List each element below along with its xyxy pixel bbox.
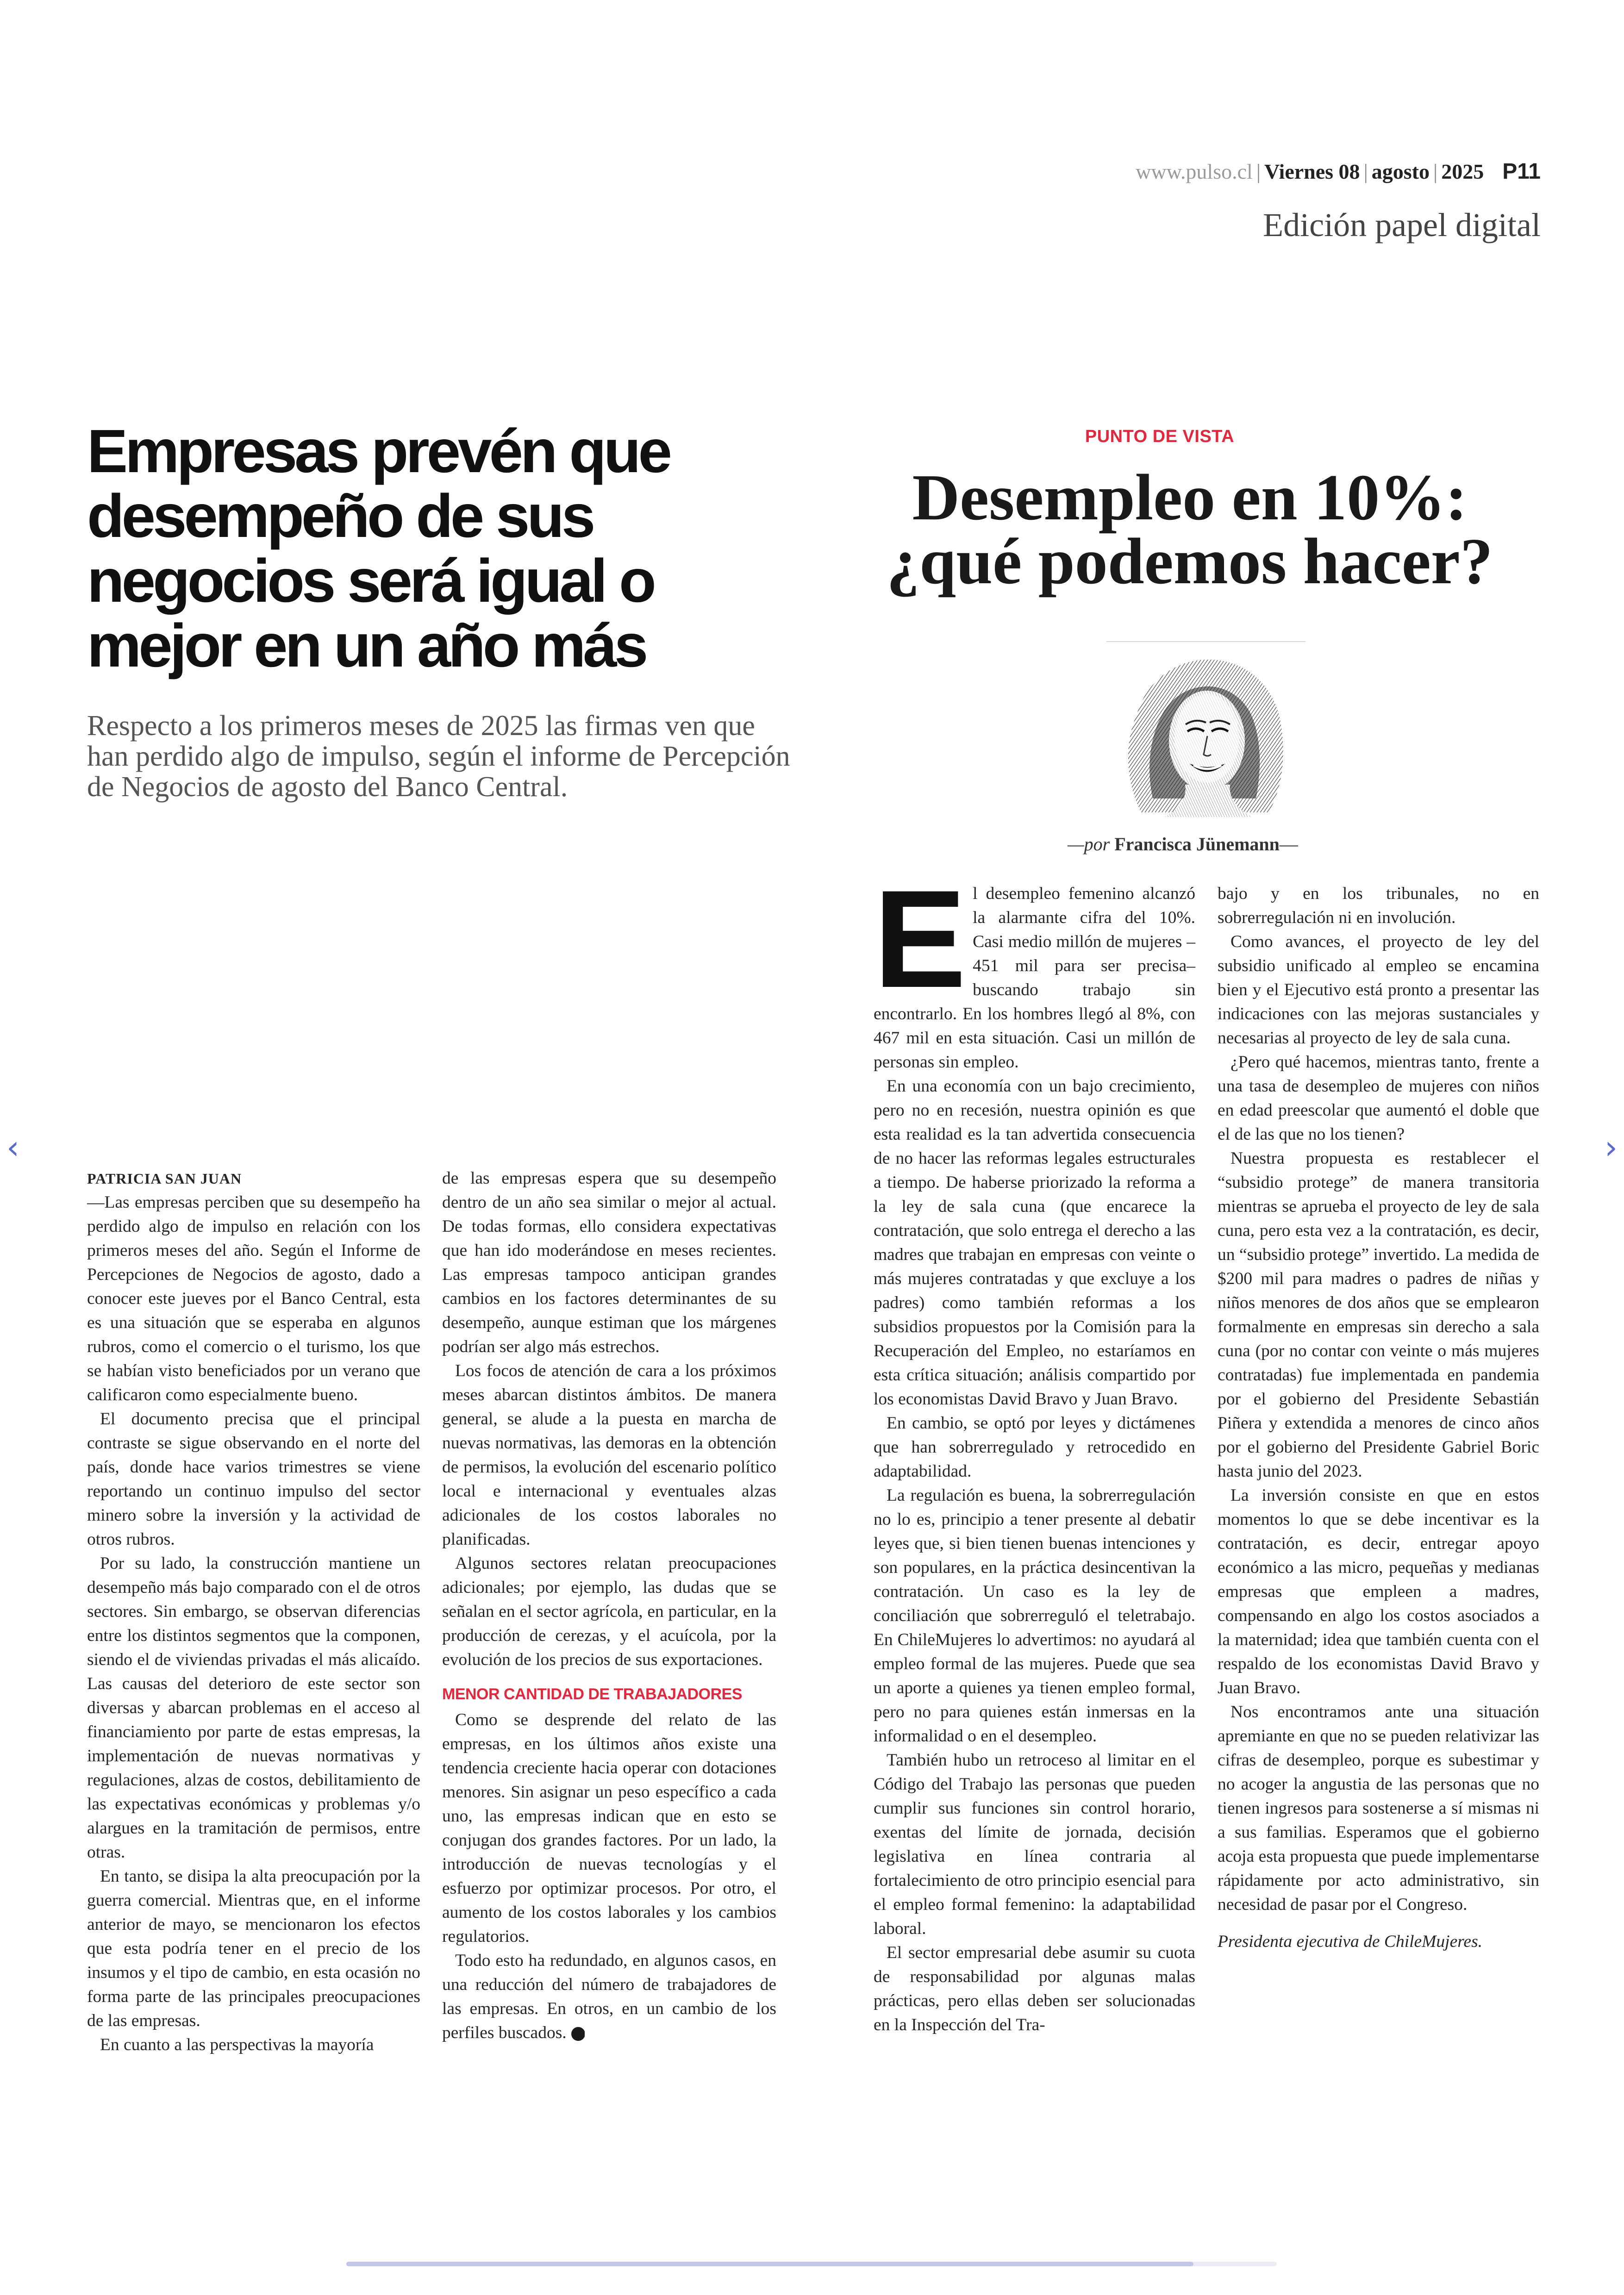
article-paragraph: El documento precisa que el principal contraste se sigue observando en el norte del país, donde hace varios trimestres se viene reportando un continuo impulso del sector minero sobre la inversión y la actividad de otros rubros. <box>87 1409 420 1549</box>
chevron-left-icon: ‹ <box>6 1129 19 1166</box>
article-paragraph: —Las empresas perciben que su desempeño ha perdido algo de impulso en relación con los primeros meses del año. Según el Informe de Percepciones de Negocios de agosto, dado a conocer este jueves por el Banco Central, esta es una situación que se esperaba en algunos rubros, como el comercio o el turismo, los que se habían visto beneficiados por un verano que calificaron como especialmente bueno. <box>87 1193 420 1404</box>
opinion-paragraph: bajo y en los tribunales, no en sobrerregulación ni en involución. <box>1218 884 1539 927</box>
section-kicker: PUNTO DE VISTA <box>1085 427 1235 446</box>
article-paragraph: Algunos sectores relatan preocupaciones adicionales; por ejemplo, las dudas que se señalan en el sector agrícola, en particular, en la producción de cerezas, y el acuícola, por la evolución de los precios de sus exportaciones. <box>442 1554 776 1669</box>
article-paragraph: Por su lado, la construcción mantiene un desempeño más bajo comparado con el de otros sectores. Sin embargo, se observan diferencias entre los distintos segmentos que la componen, siendo el de viviendas privadas el más alicaído. Las causas del deterioro de este sector son diversas y abarcan problemas en el acceso al financiamiento por parte de estas empresas, la implementación de nuevas normativas y regulaciones, alzas de costos, debilitamiento de las expectativas económicas y problemas y/o alargues en la tramitación de permisos, entre otras. <box>87 1554 420 1862</box>
issue-month: agosto <box>1371 160 1430 183</box>
article-column-1 <box>87 1166 420 2057</box>
previous-page-button[interactable] <box>6 1129 19 1166</box>
article-paragraph: de las empresas espera que su desempeño dentro de un año sea similar o mejor al actual. De todas formas, ello considera expectativas que han ido moderándose en meses recientes. Las empresas tampoco anticipan grandes cambios en los factores determinantes de su desempeño, aunque estiman que los márgenes podrían ser algo más estrechos. <box>442 1169 776 1356</box>
opinion-paragraph: También hubo un retroceso al limitar en el Código del Trabajo las personas que pueden cumplir sus funciones sin control horario, exentas del límite de jornada, decisión legislativa en línea contraria al fortalecimiento de otro principio esencial para el empleo formal femenino: la adaptabilidad laboral. <box>874 1751 1195 1938</box>
article-paragraph: Los focos de atención de cara a los próximos meses abarcan distintos ámbitos. De manera general, se alude a la puesta en marcha de nuevas normativas, las demoras en la obtención de permisos, la evolución del escenario político local e internacional y eventuales alzas adicionales de los costos laborales no planificadas. <box>442 1361 776 1549</box>
article-headline: Empresas prevén que desempeño de sus negocios será igual o mejor en un año más <box>87 417 669 680</box>
issue-year: 2025 <box>1441 160 1484 183</box>
site-url[interactable]: www.pulso.cl <box>1136 160 1253 183</box>
opinion-paragraph: La regulación es buena, la sobrerregulación no lo es, principio a tener presente al debatir leyes que, si bien tienen buenas intenciones y son populares, en la práctica desincentivan la contratación. Un caso es la ley de conciliación que sobrerreguló el teletrabajo. En ChileMujeres lo advertimos: no ayudará al empleo formal de las mujeres. Puede que sea un aporte a quienes ya tienen empleo formal, pero no para quienes están inmersas en la informalidad o en el desempleo. <box>874 1486 1195 1746</box>
page-masthead: www.pulso.cl | Viernes 08 | agosto | 2025 P11 <box>1136 159 1541 184</box>
edition-label: Edición papel digital <box>1263 206 1541 243</box>
opinion-column-1 <box>874 861 1195 2037</box>
opinion-paragraph: La inversión consiste en que en estos momentos lo que se debe incentivar es la contratación, es decir, entregar apoyo económico a las micro, pequeñas y medianas empresas que empleen a madres, compensando en algo los costos asociados a la maternidad; idea que también cuenta con el respaldo de los economistas David Bravo y Juan Bravo. <box>1218 1486 1539 1697</box>
portrait-divider <box>1106 641 1305 642</box>
article-lede: Respecto a los primeros meses de 2025 las firmas ven que han perdido algo de impulso, según el informe de Percepción de Negocios de agosto del Banco Central. <box>87 710 790 803</box>
drop-cap: E <box>874 861 967 1017</box>
author-portrait <box>1109 646 1303 817</box>
opinion-paragraph: Nos encontramos ante una situación apremiante en que no se pueden relativizar las cifras de desempleo, porque es subestimar y no acoger la angustia de las personas que no tienen ingresos para sostenerse a sí mismas ni a sus familias. Esperamos que el gobierno acoja esta propuesta que puede implementarse rápidamente por acto administrativo, sin necesidad de pasar por el Congreso. <box>1218 1703 1539 1914</box>
opinion-paragraph: En cambio, se optó por leyes y dictámenes que han sobrerregulado y retrocedido en adaptabilidad. <box>874 1414 1195 1481</box>
opinion-byline: —por Francisca Jünemann— <box>1068 834 1298 854</box>
issue-day: Viernes 08 <box>1264 160 1360 183</box>
next-page-button[interactable] <box>1605 1129 1618 1166</box>
article-paragraph: Todo esto ha redundado, en algunos casos, en una reducción del número de trabajadores de las empresas. En otros, en un cambio de los perfiles buscados. <box>442 1951 776 2042</box>
page-number: P11 <box>1502 159 1541 184</box>
end-mark-icon: P <box>571 2027 585 2041</box>
article-subhead: MENOR CANTIDAD DE TRABAJADORES <box>442 1685 743 1703</box>
opinion-paragraph: El sector empresarial debe asumir su cuota de responsabilidad por algunas malas prácticas, pero ellas deben ser solucionadas en la Inspección del Tra- <box>874 1943 1195 2034</box>
article-author: PATRICIA SAN JUAN <box>87 1170 242 1187</box>
opinion-paragraph: ¿Pero qué hacemos, mientras tanto, frente a una tasa de desempleo de mujeres con niños en edad preescolar que aumentó el doble que el de las que no los tienen? <box>1218 1053 1539 1144</box>
opinion-column-2 <box>1218 882 1539 1954</box>
article-paragraph: En tanto, se disipa la alta preocupación por la guerra comercial. Mientras que, en el informe anterior de mayo, se mencionaron los efectos que esta podría tener en el precio de los insumos y el tipo de cambio, en esta ocasión no forma parte de las principales preocupaciones de las empresas. <box>87 1867 420 2030</box>
opinion-paragraph: Nuestra propuesta es restablecer el “subsidio protege” de manera transitoria mientras se aprueba el proyecto de ley de sala cuna, pero esta vez a la contratación, es decir, un “subsidio protege” invertido. La medida de $200 mil para madres o padres de niñas y niños menores de dos años que se emplearon formalmente en empresas sin derecho a sala cuna (por no contar con veinte o más mujeres contratadas) fue implementada en pandemia por el gobierno del Presidente Sebastián Piñera y extendida a menores de cinco años por el gobierno del Presidente Gabriel Boric hasta junio del 2023. <box>1218 1149 1539 1481</box>
author-signoff: Presidenta ejecutiva de ChileMujeres. <box>1218 1932 1483 1951</box>
opinion-paragraph: En una economía con un bajo crecimiento, pero no en recesión, nuestra opinión es que esta realidad es la tan advertida consecuencia de no hacer las reformas legales estructurales a tiempo. De haberse priorizado la reforma a la ley de sala cuna (que encarece la contratación, que solo entrega el derecho a las madres que trabajan en empresas con veinte o más mujeres contratadas y que excluye a los padres) como también reformas a los subsidios propuestos por la Comisión para la Recuperación del Empleo, no estaríamos en esta crítica situación; análisis compartido por los economistas David Bravo y Juan Bravo. <box>874 1077 1195 1409</box>
opinion-paragraph: l desempleo femenino alcanzó la alarmante cifra del 10%. Casi medio millón de mujeres –451 mil para ser precisa– buscando trabajo sin encontrarlo. En los hombres llegó al 8%, con 467 mil en esta situación. Casi un millón de personas sin empleo. <box>874 884 1195 1072</box>
article-paragraph: En cuanto a las perspectivas la mayoría <box>100 2035 374 2054</box>
page-scrollbar-thumb[interactable] <box>346 2262 1193 2266</box>
article-paragraph: Como se desprende del relato de las empresas, en los últimos años existe una tendencia creciente hacia operar con dotaciones menores. Sin asignar un peso específico a cada uno, las empresas indican que en esto se conjugan dos grandes factores. Por un lado, la introducción de nuevas tecnologías y el esfuerzo por optimizar procesos. Por otro, el aumento de los costos laborales y los cambios regulatorios. <box>442 1710 776 1946</box>
article-column-2 <box>442 1166 776 2045</box>
opinion-paragraph: Como avances, el proyecto de ley del subsidio unificado al empleo se encamina bien y el Ejecutivo está pronto a presentar las indicaciones con las mejoras sustanciales y necesarias al proyecto de ley de sala cuna. <box>1218 932 1539 1048</box>
opinion-title: Desempleo en 10%: ¿qué podemos hacer? <box>887 461 1493 598</box>
author-name: Francisca Jünemann <box>1114 834 1280 854</box>
chevron-right-icon: › <box>1605 1129 1618 1166</box>
